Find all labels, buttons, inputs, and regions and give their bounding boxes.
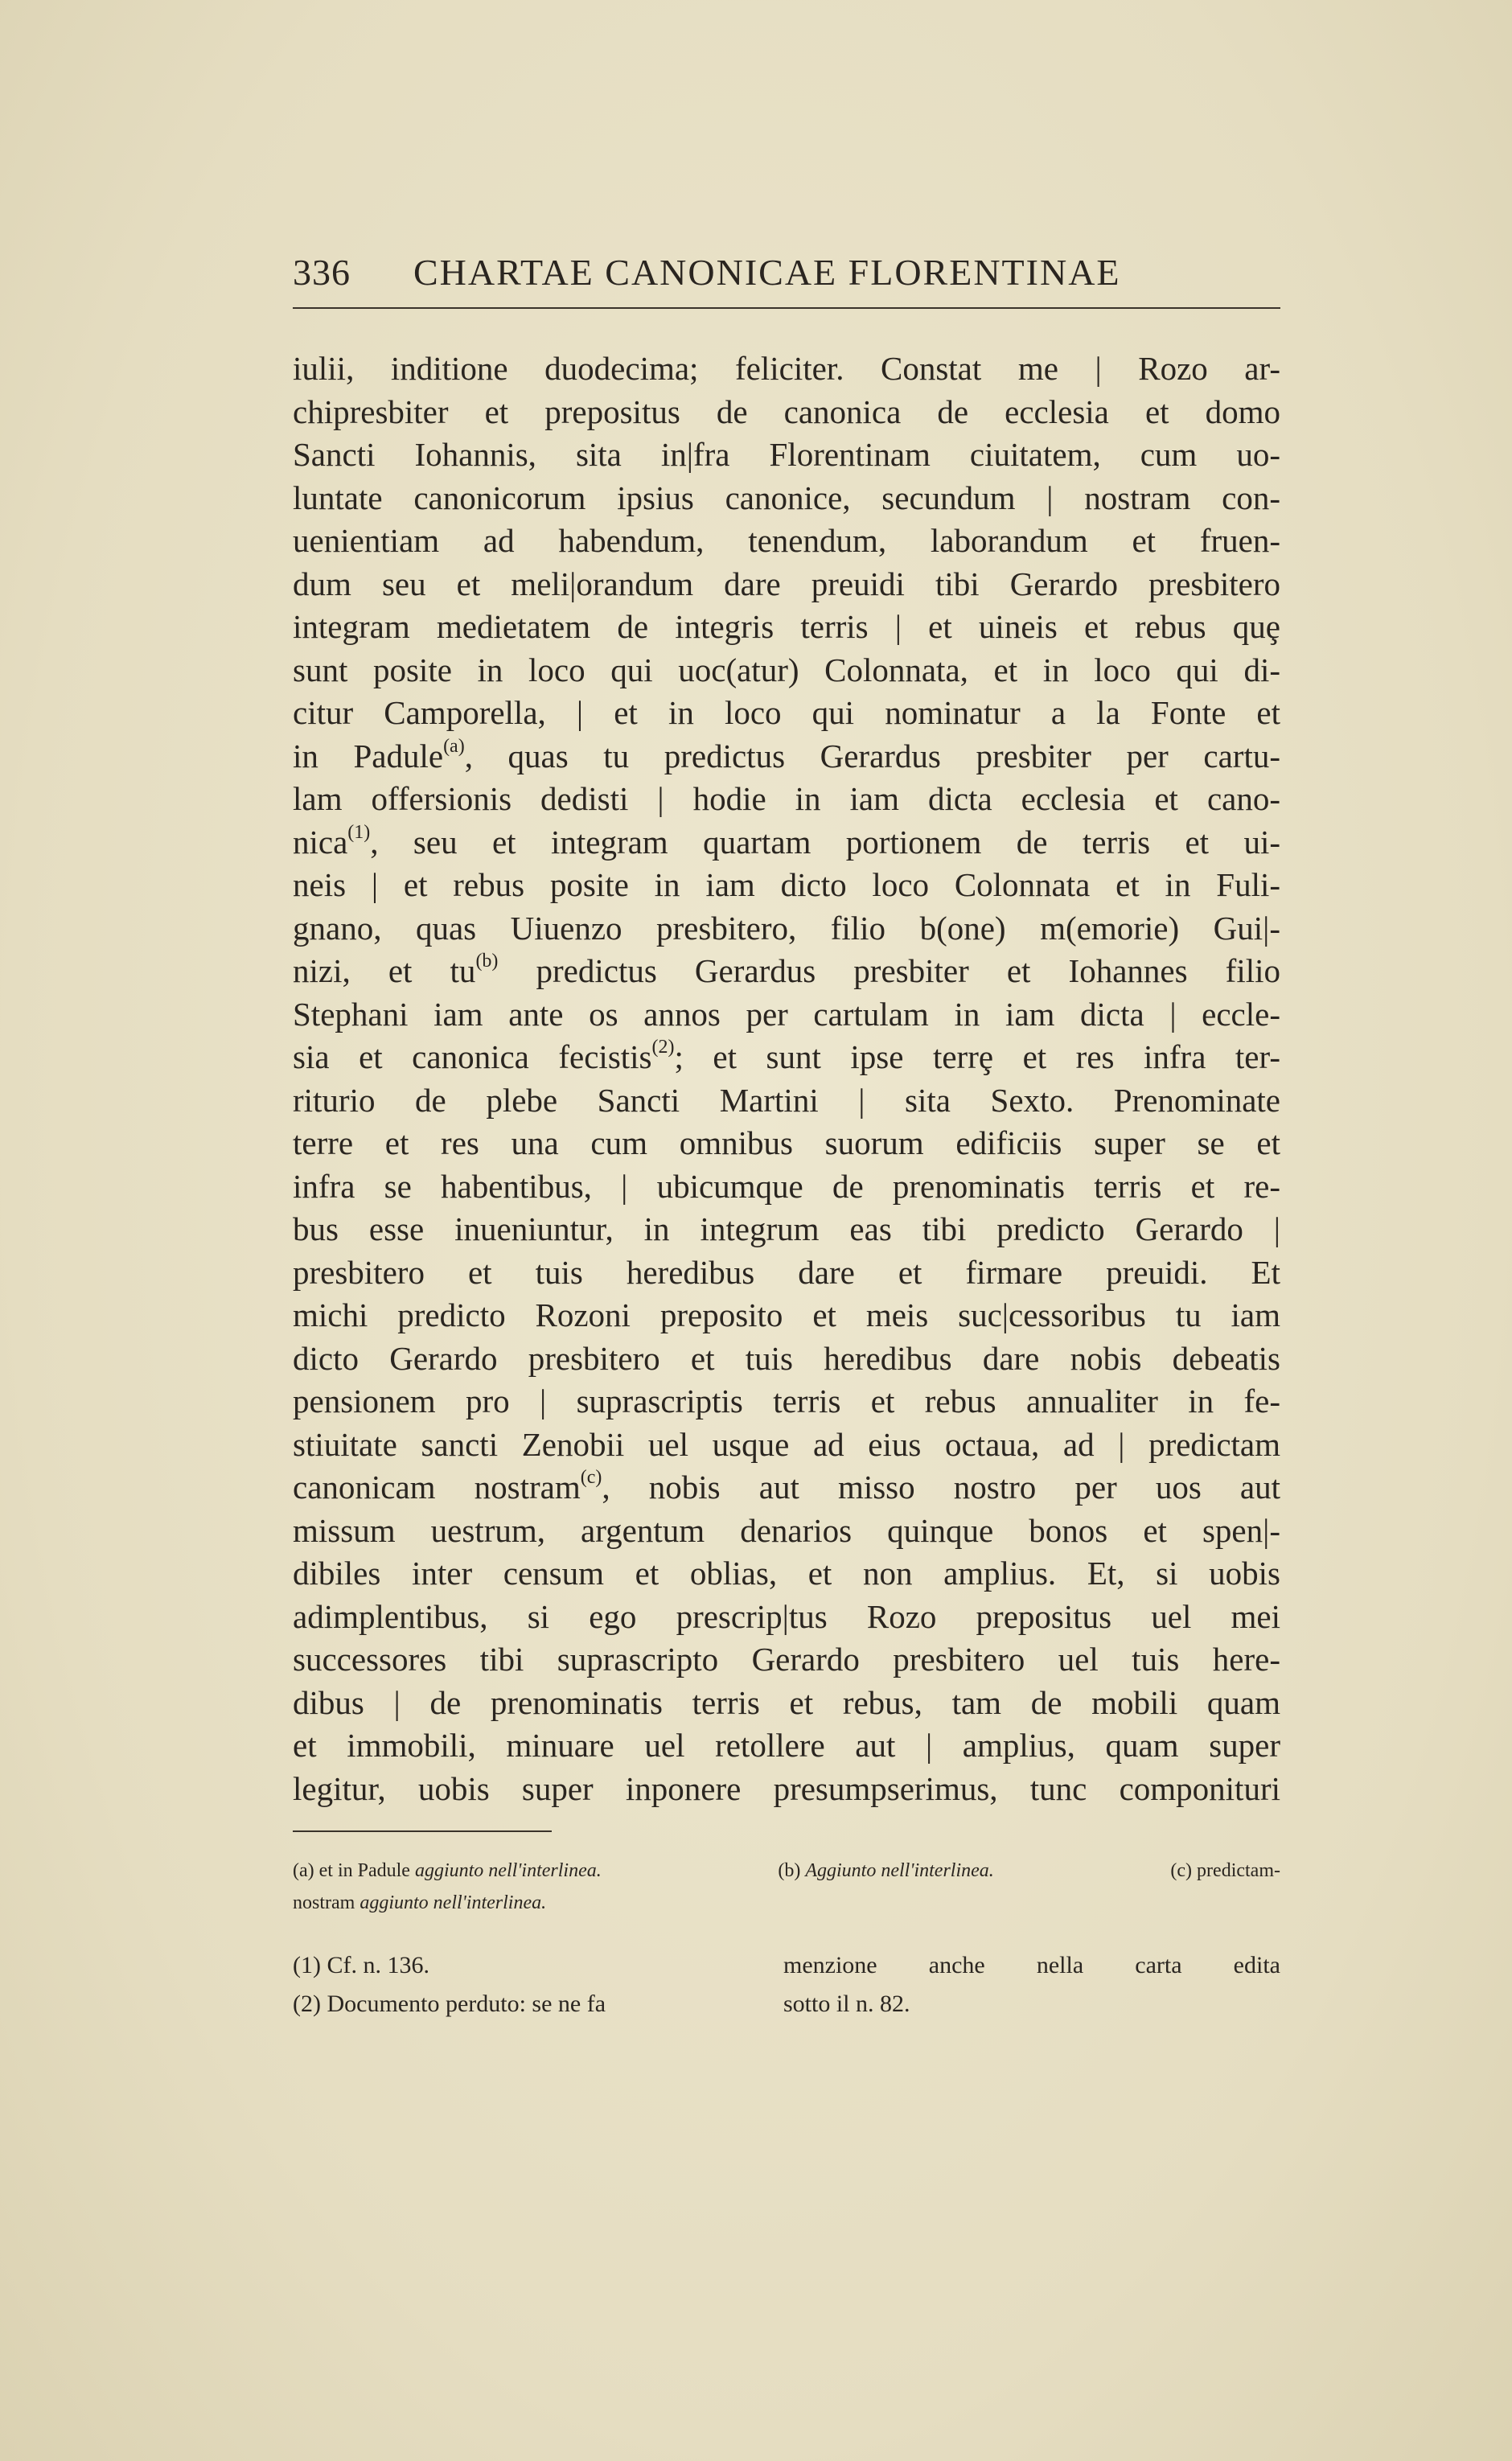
text-line: integram medietatem de integris terris | et uineis et rebus quȩ xyxy=(293,608,1280,645)
text-line: dicto Gerardo presbitero et tuis heredibus dare nobis debeatis xyxy=(293,1339,1280,1377)
text-line: citur Camporella, | et in loco qui nominatur a la Fonte et xyxy=(293,694,1280,731)
running-header xyxy=(293,251,1280,294)
note-marker-c: (c) xyxy=(580,1467,602,1489)
text-segment: sia et canonica fecistis xyxy=(293,1038,652,1075)
text-line: chipresbiter et prepositus de canonica de ecclesia et domo xyxy=(293,392,1280,430)
text-line xyxy=(293,735,1280,779)
footnote-2-continuation: menzione anche nella carta edita xyxy=(783,1952,1280,1978)
footnotes xyxy=(293,1946,1280,2023)
text-segment: nica xyxy=(293,823,348,861)
text-line: luntate canonicorum ipsius canonice, secundum | nostram con- xyxy=(293,479,1280,516)
text-line xyxy=(293,1466,1280,1510)
header-rule xyxy=(293,307,1280,309)
footnote-2: (2) Documento perduto: se ne fa xyxy=(293,1991,606,2017)
text-segment: ; et sunt ipse terrȩ et res infra ter- xyxy=(674,1038,1280,1075)
text-line: iulii, inditione duodecima; feliciter. Constat me | Rozo ar- xyxy=(293,350,1280,387)
note-marker-b: (b) xyxy=(475,951,499,972)
text-line xyxy=(293,1036,1280,1079)
text-line: infra se habentibus, | ubicumque de prenominatis terris et re- xyxy=(293,1167,1280,1205)
text-line: dibiles inter censum et oblias, et non amplius. Et, si uobis xyxy=(293,1555,1280,1592)
text-line xyxy=(293,821,1280,865)
critical-apparatus xyxy=(293,1855,1280,1919)
text-line: et immobili, minuare uel retollere aut | amplius, quam super xyxy=(293,1727,1280,1764)
page-number: 336 xyxy=(293,252,351,293)
text-segment: , quas tu predictus Gerardus presbiter per cartu- xyxy=(464,737,1280,774)
apparatus-note-c-remark: aggiunto nell'interlinea. xyxy=(360,1892,547,1913)
apparatus-row xyxy=(293,1887,1280,1919)
text-line xyxy=(293,950,1280,993)
text-line: michi predicto Rozoni preposito et meis suc|cessoribus tu iam xyxy=(293,1296,1280,1333)
footnote-1: (1) Cf. n. 136. xyxy=(293,1952,429,1978)
apparatus-note-c: (c) predictam- xyxy=(1170,1860,1280,1881)
text-line: uenientiam ad habendum, tenendum, laborandum et fruen- xyxy=(293,522,1280,559)
text-line: pensionem pro | suprascriptis terris et rebus annualiter in fe- xyxy=(293,1383,1280,1419)
text-line: lam offersionis dedisti | hodie in iam dicta ecclesia et cano- xyxy=(293,780,1280,817)
text-line: bus esse inueniuntur, in integrum eas tibi predicto Gerardo | xyxy=(293,1210,1280,1247)
text-segment: , nobis aut misso nostro per uos aut xyxy=(602,1469,1280,1506)
text-segment: canonicam nostram xyxy=(293,1469,581,1506)
apparatus-note-b: (b) Aggiunto nell'interlinea. xyxy=(778,1860,994,1881)
text-line: stiuitate sancti Zenobii uel usque ad eius octaua, ad | predictam xyxy=(293,1425,1280,1463)
text-line: sunt posite in loco qui uoc(atur) Colonnata, et in loco qui di- xyxy=(293,651,1280,688)
charter-text xyxy=(293,347,1280,1810)
text-line: Sancti Iohannis, sita in|fra Florentinam ciuitatem, cum uo- xyxy=(293,436,1280,473)
footnote-marker-2: (2) xyxy=(651,1037,675,1058)
text-line: missum uestrum, argentum denarios quinque bonos et spen|- xyxy=(293,1511,1280,1549)
apparatus-note-a: (a) et in Padule aggiunto nell'interlinea. xyxy=(293,1860,602,1881)
text-segment: predictus Gerardus presbiter et Iohannes filio xyxy=(498,952,1280,989)
apparatus-row xyxy=(293,1855,1280,1887)
footnote-marker-1: (1) xyxy=(347,821,371,843)
text-line: neis | et rebus posite in iam dicto loco Colonnata et in Fuli- xyxy=(293,866,1280,903)
text-line: dum seu et meli|orandum dare preuidi tibi Gerardo presbitero xyxy=(293,565,1280,602)
text-line: terre et res una cum omnibus suorum edificiis super se et xyxy=(293,1124,1280,1161)
text-line: Stephani iam ante os annos per cartulam in iam dicta | eccle- xyxy=(293,995,1280,1033)
footnote-2-end: sotto il n. 82. xyxy=(783,1991,910,2017)
running-title: CHARTAE CANONICAE FLORENTINAE xyxy=(413,252,1121,293)
text-line: riturio de plebe Sancti Martini | sita Sexto. Prenominate xyxy=(293,1081,1280,1119)
text-line: successores tibi suprascripto Gerardo presbitero uel tuis here- xyxy=(293,1641,1280,1678)
apparatus-note-c-cont: nostram xyxy=(293,1892,355,1913)
text-segment: , seu et integram quartam portionem de terris et ui- xyxy=(370,823,1280,861)
text-line: legitur, uobis super inponere presumpserimus, tunc componituri xyxy=(293,1769,1280,1807)
note-marker-a: (a) xyxy=(443,735,465,757)
text-segment: in Padule xyxy=(293,737,444,774)
footnote-rule xyxy=(293,1830,552,1832)
text-line: dibus | de prenominatis terris et rebus, tam de mobili quam xyxy=(293,1683,1280,1721)
text-segment: nizi, et tu xyxy=(293,952,476,989)
text-line: gnano, quas Uiuenzo presbitero, filio b(one) m(emorie) Gui|- xyxy=(293,909,1280,947)
text-line: presbitero et tuis heredibus dare et firmare preuidi. Et xyxy=(293,1253,1280,1291)
text-line: adimplentibus, si ego prescrip|tus Rozo prepositus uel mei xyxy=(293,1597,1280,1635)
